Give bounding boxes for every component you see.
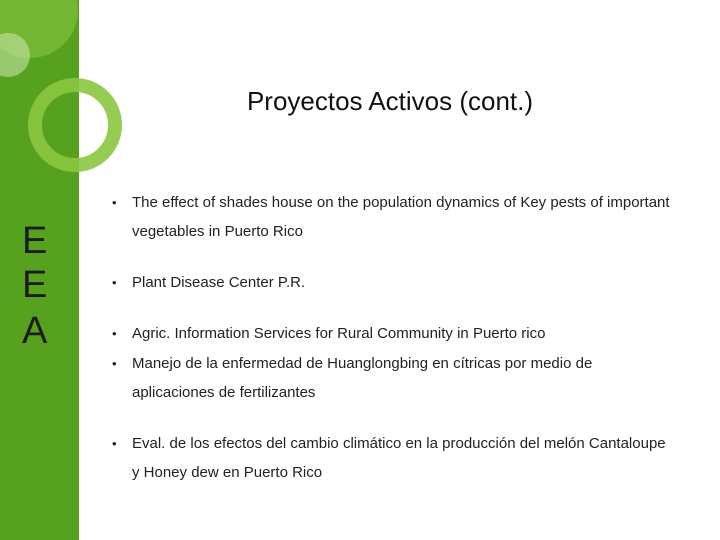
side-letter-a: A [22,310,48,352]
bullet-item [112,319,672,348]
bullet-text: The effect of shades house on the population dynamics of Key pests of important vegetables in Puerto Rico [132,194,670,240]
bullet-item [112,268,672,297]
bullet-dot: • [112,195,117,210]
bullet-dot: • [112,275,117,290]
bullet-text: Eval. de los efectos del cambio climático en la producción del melón Cantaloupe y Honey dew en Puerto Rico [132,435,666,481]
bullet-item [112,188,672,246]
bullet-text: Plant Disease Center P.R. [132,274,306,291]
bullet-text: Manejo de la enfermedad de Huanglongbing en cítricas por medio de aplicaciones de fertilizantes [132,355,593,401]
bullet-text: Agric. Information Services for Rural Community in Puerto rico [132,325,546,342]
side-letter-e2: E [22,264,48,306]
bullet-dot: • [112,436,117,451]
bullet-item [112,429,672,487]
side-letter-e1: E [22,220,48,262]
bullet-item [112,349,672,407]
bullet-dot: • [112,326,117,341]
slide-title: Proyectos Activos (cont.) [246,86,534,116]
bullet-list [112,188,672,487]
bullet-dot: • [112,356,117,371]
